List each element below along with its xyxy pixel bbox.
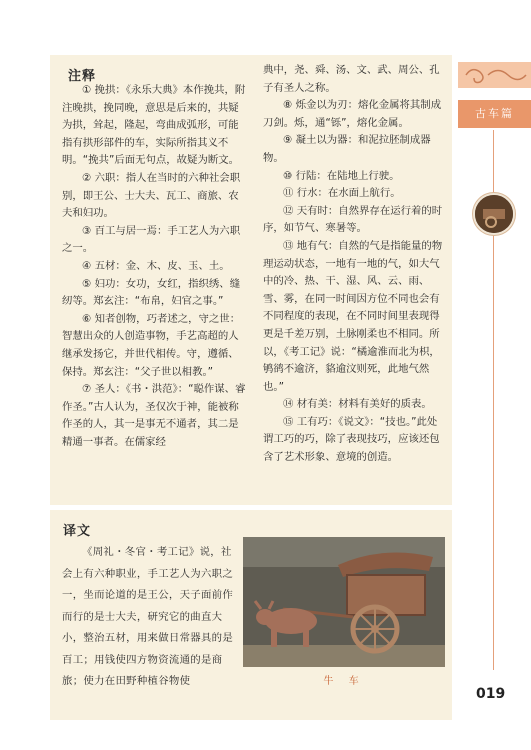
notes-heading: 注释 [68, 69, 97, 84]
cart-thumbnail-icon [475, 195, 513, 233]
note-2: ② 六职：指人在当时的六种社会职别，即王公、士大夫、瓦工、商旅、农夫和妇功。 [62, 171, 241, 220]
note-7-cont: 典中，尧、舜、汤、文、武、周公、孔子有圣人之称。 [263, 64, 440, 94]
chapter-ornament [458, 62, 531, 88]
section-thumbnail [473, 193, 515, 235]
note-7: ⑦ 圣人：《书・洪范》：“聪作谋、睿作圣。”古人认为，圣仅次于神，能被称作圣的人，其一是事无不通者，其二是精通一事者。在儒家经 [62, 383, 246, 448]
note-9: ⑨ 凝土以为器：和泥拉胚制成器物。 [263, 134, 431, 164]
page-number: 019 [476, 686, 506, 702]
note-10: ⑩ 行陆：在陆地上行驶。 [283, 169, 400, 182]
notes-left-column [62, 82, 249, 451]
translation-body [62, 542, 240, 693]
ox-cart-photo [243, 537, 445, 667]
note-14: ⑭ 材有美：材料有美好的质表。 [283, 398, 432, 411]
note-1: ① 挽拱：《永乐大典》本作挽共，附注晚拱，挽同晚，意思是后来的，共疑为拱，耸起，隆起，弯曲成弧形，可能指有拱形部件的车，实际所指其义不明。“挽共”后面无句点，故疑为断文。 [62, 84, 246, 167]
scroll-ornament-icon [458, 62, 531, 88]
notes-right-column [263, 62, 443, 467]
photo-caption: 牛 车 [323, 676, 365, 687]
translation-heading: 译文 [63, 524, 92, 539]
note-11: ⑪ 行水：在水面上航行。 [283, 187, 401, 200]
note-6: ⑥ 知者创物，巧者述之，守之世：智慧出众的人创造事物，手艺高超的人继承发扬它，并世代相传。守，遵循、保持。郑玄注：“父子世以相教。” [62, 312, 241, 378]
note-5: ⑤ 妇功：女功，女红，指织绣、缝纫等。郑玄注：“布帛，妇官之事。” [62, 277, 241, 308]
section-label: 古车篇 [458, 100, 531, 128]
note-13: ⑬ 地有气：自然的气是指能量的物理运动状态，一地有一地的气，如大气中的冷、热、干、湿、风、云、雨、雪、雾，在同一时间因方位不同也会有不同程度的表现，在不同时间里表现得更是千差万别，土脉刚柔也不相同。所以，《考工记》说：“橘逾淮而北为枳，鸲鹆不逾济，貉逾汶则死，此地气然也。” [263, 239, 443, 393]
ox-cart-illustration [243, 537, 445, 667]
note-8: ⑧ 烁金以为刃：熔化金属将其制成刀剑。烁，通“铄”，熔化金属。 [263, 99, 442, 129]
note-3: ③ 百工与居一焉：手工艺人为六职之一。 [62, 224, 241, 255]
note-15: ⑮ 工有巧：《说文》：“技也。”此处谓工巧的巧，除了表现技巧，应该还包含了艺术形象、意境的创造。 [263, 415, 440, 464]
note-12: ⑫ 天有时：自然界存在运行着的时序，如节气、寒暑等。 [263, 204, 443, 235]
note-4: ④ 五材：金、木、皮、玉、土。 [82, 259, 230, 272]
translation-paragraph: 《周礼・冬官・考工记》说，社会上有六种职业，手工艺人为六职之一，坐而论道的是王公，天子面前作而行的是士大夫，研究它的曲直大小，整治五材，用来做日常器具的是百工；用钱使四方物资流通的是商旅；使力在田野种植谷物使 [62, 546, 234, 687]
